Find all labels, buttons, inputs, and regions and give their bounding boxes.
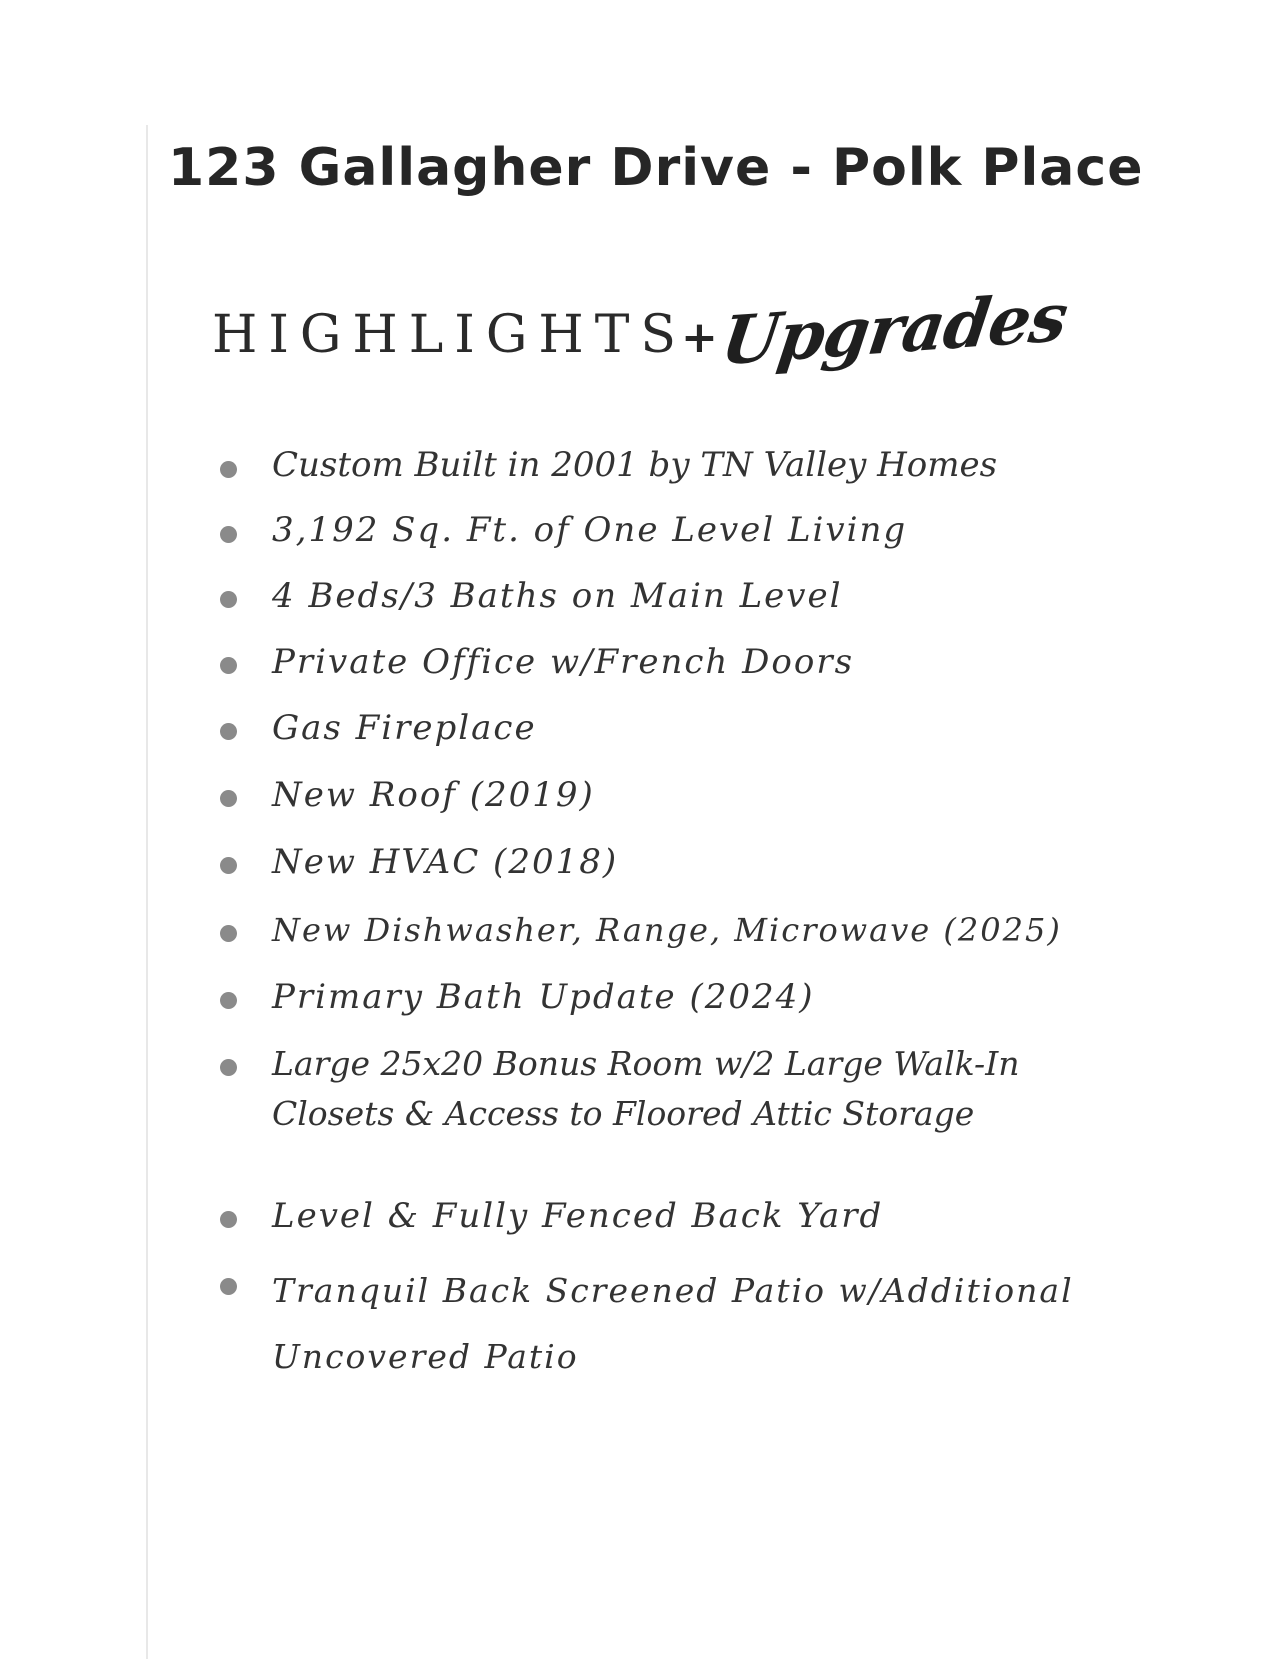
list-item-text: Large 25x20 Bonus Room w/2 Large Walk-In Closets & Access to Floored Attic Storage [272, 1044, 1020, 1133]
list-item-text: 4 Beds/3 Baths on Main Level [272, 576, 843, 616]
bullet-icon [220, 1278, 237, 1295]
heading-upgrades: Upgrades [716, 277, 1072, 381]
list-item-text: Custom Built in 2001 by TN Valley Homes [272, 445, 998, 485]
bullet-icon [220, 790, 237, 807]
bullet-icon [220, 925, 237, 942]
bullet-icon [220, 1211, 237, 1228]
list-item-text: Private Office w/French Doors [272, 642, 855, 682]
list-item-text: New Dishwasher, Range, Microwave (2025) [272, 911, 1062, 949]
page-edge-divider [146, 125, 148, 1659]
bullet-icon [220, 461, 237, 478]
bullet-icon [220, 526, 237, 543]
list-item-text: Gas Fireplace [272, 708, 537, 748]
heading-plus: + [681, 312, 718, 363]
page-title: 123 Gallagher Drive - Polk Place [168, 138, 1144, 198]
bullet-icon [220, 657, 237, 674]
bullet-icon [220, 723, 237, 740]
list-item-text: Primary Bath Update (2024) [272, 977, 815, 1017]
section-heading [212, 277, 1072, 381]
list-item-text: New Roof (2019) [272, 775, 595, 815]
list-item-text: 3,192 Sq. Ft. of One Level Living [272, 510, 908, 550]
bullet-icon [220, 1059, 237, 1076]
bullet-icon [220, 992, 237, 1009]
list-item-text: Level & Fully Fenced Back Yard [272, 1196, 884, 1236]
bullet-icon [220, 857, 237, 874]
list-item-text: New HVAC (2018) [272, 842, 619, 882]
heading-highlights: HIGHLIGHTS [212, 305, 688, 365]
bullet-icon [220, 591, 237, 608]
list-item-text: Tranquil Back Screened Patio w/Additional Uncovered Patio [272, 1271, 1074, 1376]
